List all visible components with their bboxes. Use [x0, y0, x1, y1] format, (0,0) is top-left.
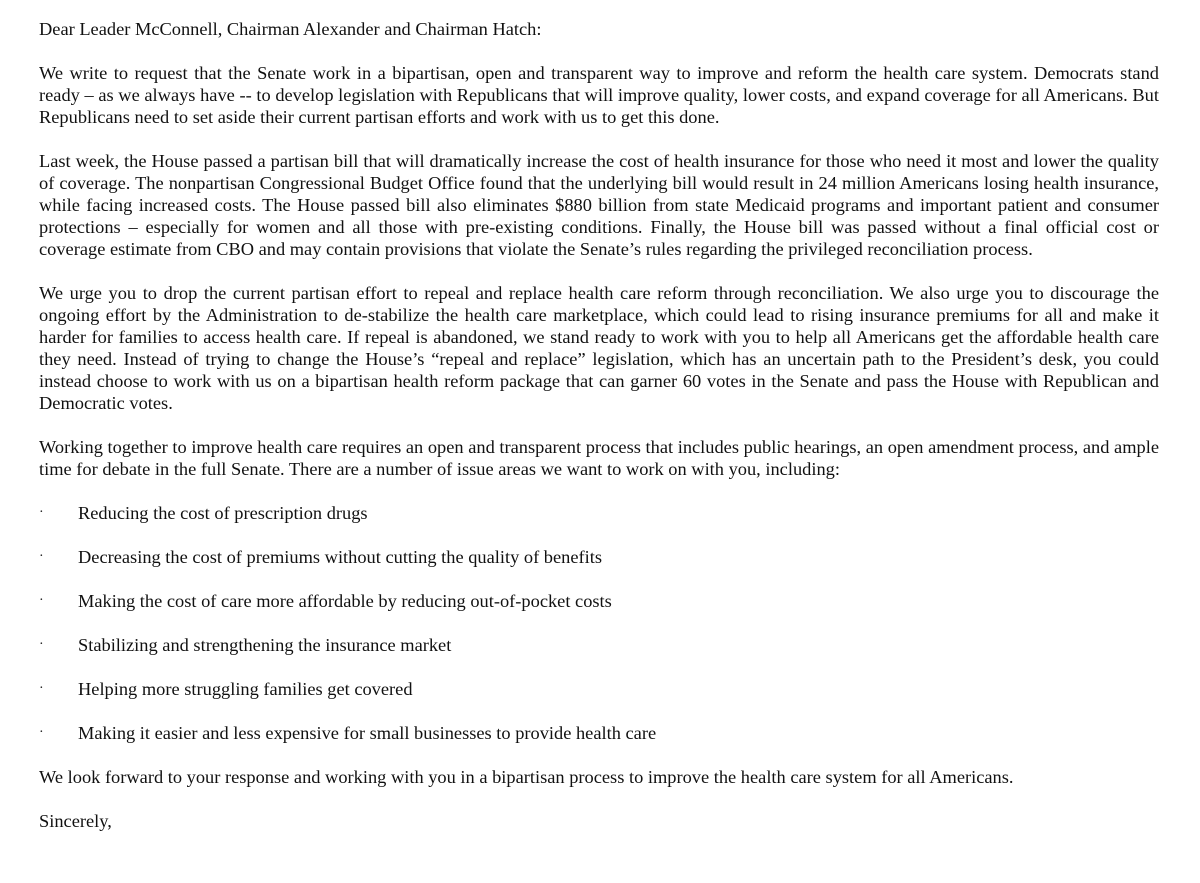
sign-off: Sincerely, [39, 810, 112, 831]
bullet-dot-icon: · [39, 725, 44, 741]
paragraph-house-bill: Last week, the House passed a partisan bill that will dramatically increase the cost of health insurance for those who need it most and lower the quality of coverage. The nonpartisan Congressional Budget Office found that the underlying bill would result in 24 million Americans losing health insurance, while facing increased costs. The House passed bill also eliminates $880 billion from state Medicaid programs and important patient and consumer protections – especially for women and all those with pre-existing conditions. Finally, the House bill was passed without a final official cost or coverage estimate from CBO and may contain provisions that violate the Senate’s rules regarding the privileged reconciliation process. [39, 151, 1159, 259]
list-item [39, 678, 1159, 700]
bullet-dot-icon: · [39, 637, 44, 653]
list-item [39, 722, 1159, 744]
bullet-dot-icon: · [39, 549, 44, 565]
issue-areas-list [39, 502, 1159, 744]
paragraph-request: We write to request that the Senate work in a bipartisan, open and transparent way to improve and reform the health care system. Democrats stand ready – as we always have -- to develop legislation with Republicans that will improve quality, lower costs, and expand coverage for all Americans. But Republicans need to set aside their current partisan efforts and work with us to get this done. [39, 63, 1159, 127]
list-item-text: Making the cost of care more affordable by reducing out-of-pocket costs [78, 591, 612, 612]
list-item [39, 546, 1159, 568]
bullet-dot-icon: · [39, 681, 44, 697]
paragraph-closing: We look forward to your response and working with you in a bipartisan process to improve the health care system for all Americans. [39, 766, 1014, 787]
list-item [39, 590, 1159, 612]
paragraph-urge: We urge you to drop the current partisan effort to repeal and replace health care reform through reconciliation. We also urge you to discourage the ongoing effort by the Administration to de-stabilize the health care marketplace, which could lead to rising insurance premiums for all and make it harder for families to access health care. If repeal is abandoned, we stand ready to work with you to help all Americans get the affordable health care they need. Instead of trying to change the House’s “repeal and replace” legislation, which has an uncertain path to the President’s desk, you could instead choose to work with us on a bipartisan health reform package that can garner 60 votes in the Senate and pass the House with Republican and Democratic votes. [39, 283, 1159, 413]
list-item [39, 634, 1159, 656]
list-item-text: Reducing the cost of prescription drugs [78, 503, 368, 523]
list-item-text: Decreasing the cost of premiums without cutting the quality of benefits [78, 547, 603, 568]
bullet-dot-icon: · [39, 593, 44, 609]
bullet-dot-icon: · [39, 505, 44, 520]
list-item [39, 502, 1159, 524]
letter-document [39, 18, 1159, 832]
salutation: Dear Leader McConnell, Chairman Alexander and Chairman Hatch: [39, 19, 542, 39]
list-item-text: Making it easier and less expensive for small businesses to provide health care [78, 723, 657, 744]
list-item-text: Stabilizing and strengthening the insurance market [78, 635, 452, 656]
list-item-text: Helping more struggling families get covered [78, 679, 413, 700]
paragraph-working-together: Working together to improve health care requires an open and transparent process that includes public hearings, an open amendment process, and ample time for debate in the full Senate. There are a number of issue areas we want to work on with you, including: [39, 437, 1159, 479]
